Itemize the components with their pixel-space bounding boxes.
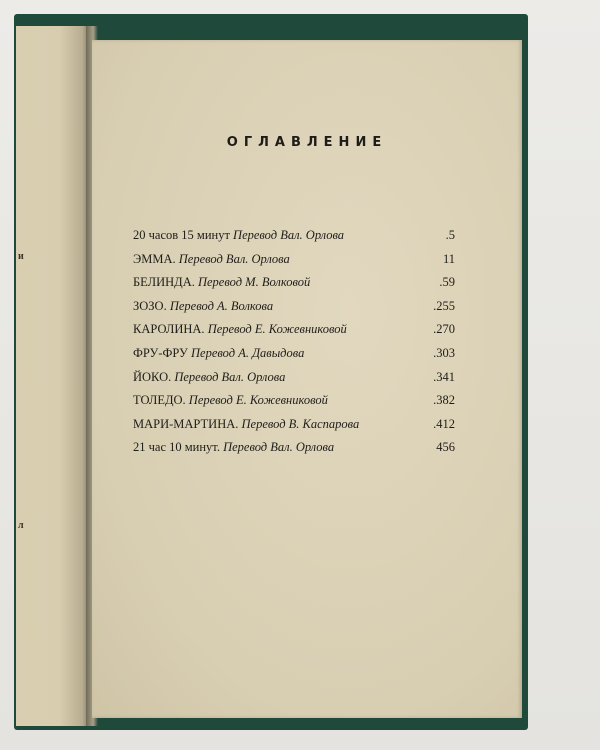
toc-title: 21 час 10 минут. [133,440,220,455]
toc-page-number: .255 [433,298,455,313]
toc-page-number: .270 [433,322,455,337]
toc-title: БЕЛИНДА. [133,275,195,290]
toc-entry [133,393,455,417]
toc-title: 20 часов 15 минут [133,228,230,242]
contents-page [92,40,522,718]
toc-title: ЗОЗО. [133,298,167,313]
toc-entry [133,440,455,464]
toc-page-number: .303 [433,345,455,360]
toc-translator: Перевод Е. Кожевниковой [207,322,347,337]
toc-translator: Перевод Е. Кожевниковой [188,393,328,408]
toc-translator: Перевод Вал. Орлова [233,228,345,242]
toc-title: ФРУ-ФРУ [133,345,188,360]
left-page-text-fragment: л [18,520,24,531]
toc-entry [133,346,455,370]
toc-translator: Перевод М. Волковой [197,275,311,290]
toc-translator: Перевод А. Давыдова [191,345,305,360]
page-title: ОГЛАВЛЕНИЕ [226,135,388,150]
toc-title: МАРИ-МАРТИНА. [133,416,239,431]
toc-title: ЭММА. [133,251,176,266]
toc-translator: Перевод Вал. Орлова [174,369,286,384]
left-page-text-fragment: и [18,251,24,262]
toc-translator: Перевод Вал. Орлова [223,440,335,455]
toc-page-number: 456 [436,440,455,455]
toc-page-number: .412 [433,416,455,431]
toc-entry [133,417,455,441]
toc-entry [133,370,455,394]
toc-entry [133,228,455,252]
toc-title: ТОЛЕДО. [133,393,186,408]
toc-entry [133,275,455,299]
toc-title: КАРОЛИНА. [133,322,205,337]
toc-page-number: .382 [433,393,455,408]
toc-translator: Перевод А. Волкова [169,298,274,313]
toc-page-number: 11 [442,251,455,266]
toc-page-number: .59 [439,275,455,290]
toc-title: ЙОКО. [133,369,172,384]
toc-page-number: .5 [445,228,455,242]
toc-entry [133,252,455,276]
left-page [16,26,88,726]
toc-entry [133,322,455,346]
toc-translator: Перевод Вал. Орлова [178,251,290,266]
table-of-contents [133,228,455,464]
toc-translator: Перевод В. Каспарова [241,416,360,431]
toc-page-number: .341 [433,369,455,384]
toc-entry [133,299,455,323]
